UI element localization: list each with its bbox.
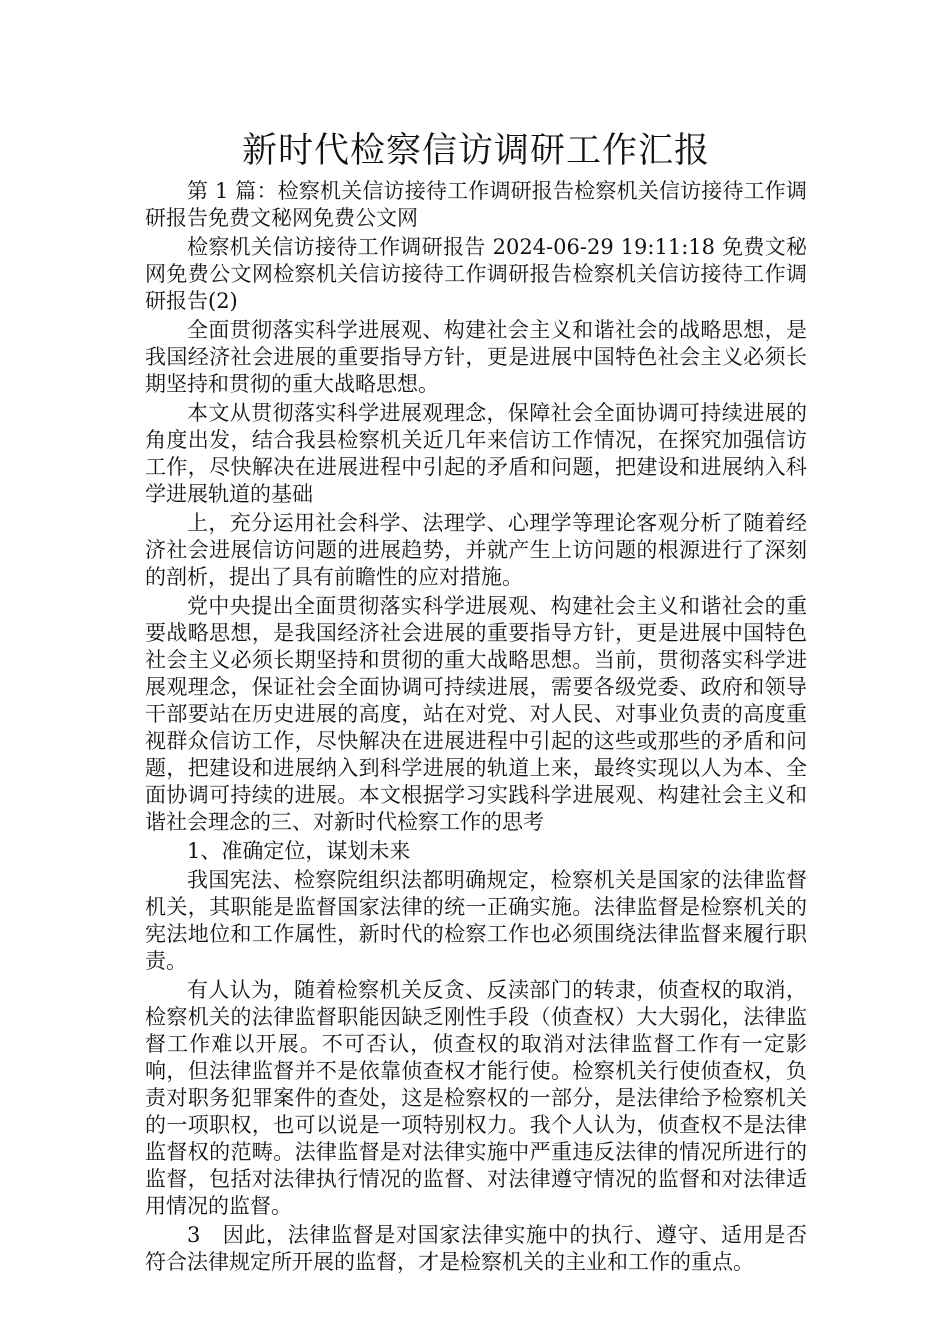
- document-page: [145, 128, 807, 1276]
- paragraph-9: 3 因此，法律监督是对国家法律实施中的执行、遵守、适用是否符合法律规定所开展的监督，才是检察机关的主业和工作的重点。: [145, 1223, 807, 1274]
- paragraph-6: 党中央提出全面贯彻落实科学进展观、构建社会主义和谐社会的重要战略思想，是我国经济社会进展的重要指导方针，更是进展中国特色社会主义必须长期坚持和贯彻的重大战略思想。当前，贯彻落实科学进展观理念，保证社会全面协调可持续进展，需要各级党委、政府和领导干部要站在历史进展的高度，站在对党、对人民、对事业负责的高度重视群众信访工作，尽快解决在进展进程中引起的这些或那些的矛盾和问题，把建设和进展纳入到科学进展的轨道上来，最终实现以人为本、全面协调可持续的进展。本文根据学习实践科学进展观、构建社会主义和谐社会理念的三、对新时代检察工作的思考: [145, 594, 807, 834]
- section-heading: 1、准确定位，谋划未来: [187, 839, 411, 863]
- paragraph-7: 我国宪法、检察院组织法都明确规定，检察机关是国家的法律监督机关，其职能是监督国家法律的统一正确实施。法律监督是检察机关的宪法地位和工作属性，新时代的检察工作也必须围绕法律监督来履行职责。: [145, 868, 807, 973]
- paragraph-8: 有人认为，随着检察机关反贪、反渎部门的转隶，侦查权的取消，检察机关的法律监督职能因缺乏刚性手段（侦查权）大大弱化，法律监督工作难以开展。不可否认，侦查权的取消对法律监督工作有一定影响，但法律监督并不是依靠侦查权才能行使。检察机关行使侦查权，负责对职务犯罪案件的查处，这是检察权的一部分，是法律给予检察机关的一项职权，也可以说是一项特别权力。我个人认为，侦查权不是法律监督权的范畴。法律监督是对法律实施中严重违反法律的情况所进行的监督，包括对法律执行情况的监督、对法律遵守情况的监督和对法律适用情况的监督。: [145, 978, 807, 1218]
- paragraph-3: 全面贯彻落实科学进展观、构建社会主义和谐社会的战略思想，是我国经济社会进展的重要指导方针，更是进展中国特色社会主义必须长期坚持和贯彻的重大战略思想。: [145, 318, 807, 396]
- paragraph-1: 第 1 篇：检察机关信访接待工作调研报告检察机关信访接待工作调研报告免费文秘网免费公文网: [145, 179, 807, 230]
- paragraph-2: 检察机关信访接待工作调研报告 2024-06-29 19:11:18 免费文秘网免费公文网检察机关信访接待工作调研报告检察机关信访接待工作调研报告(2): [145, 235, 807, 313]
- paragraph-5: 上，充分运用社会科学、法理学、心理学等理论客观分析了随着经济社会进展信访问题的进展趋势，并就产生上访问题的根源进行了深刻的剖析，提出了具有前瞻性的应对措施。: [145, 511, 807, 589]
- paragraph-4: 本文从贯彻落实科学进展观理念，保障社会全面协调可持续进展的角度出发，结合我县检察机关近几年来信访工作情况，在探究加强信访工作，尽快解决在进展进程中引起的矛盾和问题，把建设和进展纳入科学进展轨道的基础: [145, 401, 807, 506]
- document-title: 新时代检察信访调研工作汇报: [241, 131, 710, 171]
